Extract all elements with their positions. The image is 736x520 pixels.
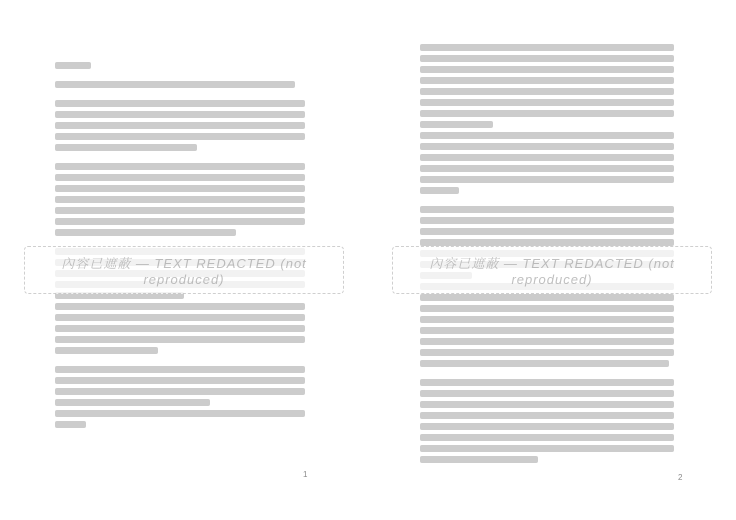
redacted-text-line — [55, 377, 305, 384]
redacted-text-line — [420, 44, 674, 51]
paragraph-block-redacted — [55, 100, 313, 155]
redacted-text-line — [420, 99, 674, 106]
paragraph-block-redacted — [55, 81, 313, 92]
redacted-text-line — [420, 66, 674, 73]
redacted-text-line — [420, 176, 674, 183]
redacted-text-line — [420, 88, 674, 95]
paragraph-block-redacted — [55, 410, 313, 432]
redacted-text-line — [55, 410, 305, 417]
redacted-text-line — [420, 327, 674, 334]
paragraph-block-redacted — [420, 44, 682, 132]
redacted-text-line — [55, 218, 305, 225]
redacted-text-line — [420, 294, 674, 301]
redacted-text-line — [55, 174, 305, 181]
redacted-text-line — [420, 434, 674, 441]
redacted-text-line — [420, 379, 674, 386]
redacted-text-line — [420, 239, 674, 246]
redacted-text-line — [55, 163, 305, 170]
redacted-text-line — [55, 347, 158, 354]
redacted-text-line — [55, 207, 305, 214]
redacted-text-line — [55, 122, 305, 129]
redacted-text-line — [420, 55, 674, 62]
redacted-text-line — [420, 360, 669, 367]
redacted-text-line — [55, 303, 305, 310]
redacted-text-line — [420, 77, 674, 84]
redacted-text-line — [55, 366, 305, 373]
redacted-text-line — [55, 144, 197, 151]
redacted-text-line — [420, 338, 674, 345]
redacted-text-line — [55, 100, 305, 107]
redacted-text-line — [420, 132, 674, 139]
redacted-text-line — [55, 325, 305, 332]
paragraph-block-redacted — [55, 366, 313, 410]
redacted-text-line — [55, 314, 305, 321]
redacted-text-line — [420, 390, 674, 397]
redacted-text-line — [420, 217, 674, 224]
paragraph-block-redacted — [420, 283, 682, 371]
redacted-text-line — [420, 143, 674, 150]
page-number: 1 — [303, 470, 308, 479]
redacted-text-line — [420, 445, 674, 452]
paragraph-block-redacted — [55, 163, 313, 240]
redacted-text-line — [55, 388, 305, 395]
redacted-text-line — [55, 185, 305, 192]
redacted-text-line — [420, 423, 674, 430]
redacted-text-line — [420, 121, 493, 128]
redacted-text-line — [420, 456, 538, 463]
redacted-text-line — [55, 421, 86, 428]
redacted-text-line — [420, 187, 459, 194]
redacted-text-line — [55, 81, 295, 88]
redacted-text-line — [420, 401, 674, 408]
redacted-text-line — [420, 165, 674, 172]
paragraph-block-redacted — [55, 62, 313, 73]
redacted-text-line — [420, 228, 674, 235]
redacted-text-line — [55, 336, 305, 343]
paragraph-block-redacted — [55, 303, 313, 358]
paragraph-block-redacted — [420, 379, 682, 467]
redaction-watermark: 內容已遮蔽 — TEXT REDACTED (not reproduced) — [392, 246, 712, 294]
redacted-text-line — [55, 111, 305, 118]
redacted-text-line — [420, 206, 674, 213]
redacted-text-line — [420, 412, 674, 419]
redacted-text-line — [55, 399, 210, 406]
paragraph-block-redacted — [420, 132, 682, 198]
redacted-text-line — [55, 133, 305, 140]
redacted-text-line — [55, 62, 91, 69]
redacted-text-line — [420, 305, 674, 312]
redacted-text-line — [55, 229, 236, 236]
redaction-watermark: 內容已遮蔽 — TEXT REDACTED (not reproduced) — [24, 246, 344, 294]
redacted-text-line — [55, 196, 305, 203]
redacted-text-line — [420, 154, 674, 161]
redacted-text-line — [420, 316, 674, 323]
redacted-text-line — [420, 110, 674, 117]
redacted-text-line — [420, 349, 674, 356]
page-number: 2 — [678, 473, 683, 482]
